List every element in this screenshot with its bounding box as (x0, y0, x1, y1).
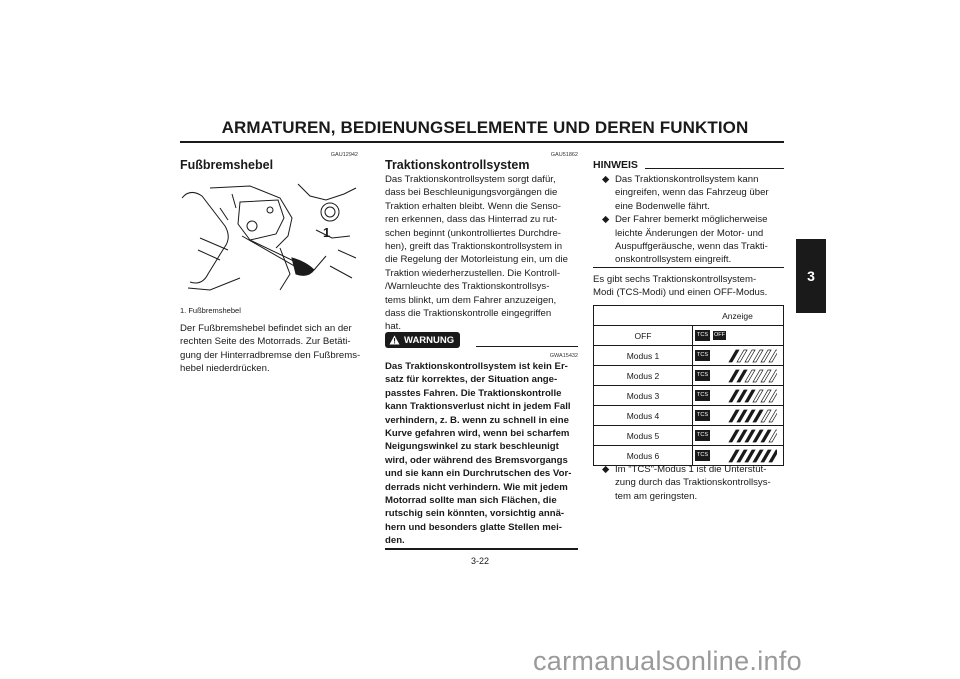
mode-indicator (693, 406, 784, 426)
tcs-indicator-icon: TCS (695, 450, 710, 461)
level-bar-filled (729, 350, 739, 362)
header-rule (180, 141, 784, 143)
level-bar-empty (761, 350, 771, 362)
level-bar-filled (745, 450, 755, 462)
level-bar-filled (761, 450, 771, 462)
table-row (594, 406, 784, 426)
tcs-level-bars (727, 409, 777, 423)
level-bar-filled (753, 430, 763, 442)
page-number: 3-22 (470, 556, 489, 566)
tcs-indicator-icon: TCS (695, 350, 710, 361)
mode-indicator (693, 326, 784, 346)
mode-label: Modus 1 (594, 346, 693, 366)
warning-triangle-icon (389, 335, 400, 345)
tcs-indicator-icon: TCS (695, 370, 710, 381)
hinweis-item: ◆ Der Fahrer bemerkt möglicherweise leichte Änderungen der Motor- und Auspuffgeräusche, wenn das Trakti- onskontrollsystem eingreift. (602, 214, 768, 266)
off-indicator-icon: OFF (714, 332, 725, 338)
section-code: GAU12942 (330, 152, 358, 158)
table-row (594, 426, 784, 446)
level-bar-empty (753, 370, 763, 382)
level-bar-filled (737, 390, 747, 402)
level-bar-filled (753, 410, 763, 422)
level-bar-filled (729, 390, 739, 402)
tcs-level-bars (727, 429, 777, 443)
tcs-modes-table (593, 305, 784, 466)
warning-badge (385, 332, 460, 348)
tcs-level-bars (727, 449, 777, 463)
table-header-anzeige: Anzeige (693, 306, 784, 326)
fussbremshebel-text: Der Fußbremshebel befindet sich an der rechten Seite des Motorrads. Zur Betäti- gung der Hinterradbremse den Fußbrems- hebel niederdrücken. (180, 323, 361, 375)
chapter-tab: 3 (796, 239, 826, 313)
mode-label: OFF (594, 326, 693, 346)
tcs-indicator-icon: TCS (695, 410, 710, 421)
mode-indicator (693, 426, 784, 446)
level-bar-filled (761, 430, 771, 442)
level-bar-filled (745, 430, 755, 442)
warning-bottom-rule (385, 548, 578, 550)
level-bar-filled (737, 450, 747, 462)
warning-top-rule (476, 346, 578, 347)
level-bar-filled (737, 370, 747, 382)
level-bar-filled (729, 450, 739, 462)
table-row (594, 326, 784, 346)
mode-label: Modus 6 (594, 446, 693, 466)
level-bar-empty (745, 350, 755, 362)
level-bar-filled (729, 410, 739, 422)
hinweis-label: HINWEIS (593, 159, 638, 171)
hinweis-item: ◆ Das Traktionskontrollsystem kann eingreifen, wenn das Fahrzeug über eine Bodenwelle fährt. (602, 174, 769, 212)
tcs-level-bars (727, 349, 777, 363)
tcs-level-bars (727, 389, 777, 403)
level-bar-empty (761, 370, 771, 382)
warning-code: GWA15432 (549, 353, 578, 359)
bullet-diamond-icon: ◆ (602, 214, 610, 226)
level-bar-filled (729, 370, 739, 382)
mode-indicator (693, 366, 784, 386)
traktion-text: Das Traktionskontrollsystem sorgt dafür, dass bei Beschleunigungsvorgängen die Traktion erhalten bleibt. Wenn die Senso- ren erkennen, dass das Hinterrad zu rut- schen beginnt (unkontrolliertes Durchdre- hen), greift das Traktionskontrollsystem in die Regelung der Motorleistung ein, um die Traktion wiederherzustellen. Die Kontroll- /Warnleuchte des Traktionskontrollsys- tems blinkt, um dem Fahrer anzuzeigen, dass die Traktionskontrolle eingegriffen hat. (385, 174, 568, 333)
tcs-indicator-icon: TCS (695, 390, 710, 401)
mode-label: Modus 4 (594, 406, 693, 426)
level-bar-empty (753, 350, 763, 362)
hinweis-list (593, 173, 793, 267)
list-item: ◆ Im “TCS”-Modus 1 ist die Unterstüt- zung durch das Traktionskontrollsys- tem am geringsten. (602, 464, 771, 502)
level-bar-filled (753, 450, 763, 462)
brake-pedal-figure (180, 178, 360, 296)
mode-label: Modus 3 (594, 386, 693, 406)
mode-label: Modus 2 (594, 366, 693, 386)
level-bar-filled (745, 410, 755, 422)
modes-intro: Es gibt sechs Traktionskontrollsystem- Modi (TCS-Modi) und einen OFF-Modus. (593, 274, 768, 299)
level-bar-empty (761, 410, 771, 422)
section-code: GAU51862 (550, 152, 578, 158)
mode-label: Modus 5 (594, 426, 693, 446)
level-bar-empty (745, 370, 755, 382)
warning-label: WARNUNG (404, 334, 455, 346)
section-heading-traktionskontrollsystem: Traktionskontrollsystem (385, 158, 530, 172)
mode-indicator (693, 386, 784, 406)
table-row (594, 366, 784, 386)
final-note (593, 463, 793, 503)
section-heading-fussbremshebel: Fußbremshebel (180, 158, 274, 172)
level-bar-filled (737, 410, 747, 422)
bullet-diamond-icon: ◆ (602, 464, 610, 475)
level-bar-filled (737, 430, 747, 442)
page-header-title: ARMATUREN, BEDIENUNGSELEMENTE UND DEREN FUNKTION (221, 118, 749, 137)
warning-text: Das Traktionskontrollsystem ist kein Er- satz für korrektes, der Situation ange- passtes Fahren. Die Traktionskontrolle kann Traktionsverlust nicht in jedem Fall verhindern, z. B. wenn zu schnell in eine Kurve gefahren wird, wenn bei scharfem Neigungswinkel zu stark beschleunigt wird, oder während des Bremsvorgangs und sie kann ein Durchrutschen des Vor- derrads nicht verhindern. Wie mit jedem Motorrad sollte man sich Flächen, die rutschig sein könnten, vorsichtig annä- hern und besonders glatte Stellen mei- den. (385, 361, 572, 547)
figure-caption: 1. Fußbremshebel (180, 306, 241, 315)
figure-callout-1: 1 (323, 225, 331, 240)
level-bar-filled (729, 430, 739, 442)
watermark: carmanualsonline.info (533, 646, 802, 676)
bullet-diamond-icon: ◆ (602, 174, 610, 185)
level-bar-empty (737, 350, 747, 362)
level-bar-empty (753, 390, 763, 402)
hinweis-bottom-rule (593, 267, 784, 268)
hinweis-top-rule (645, 168, 784, 169)
brake-pedal-illustration (180, 178, 360, 296)
level-bar-empty (761, 390, 771, 402)
table-row (594, 386, 784, 406)
tcs-level-bars (727, 369, 777, 383)
table-header-row (594, 306, 784, 326)
level-bar-filled (745, 390, 755, 402)
table-row (594, 346, 784, 366)
mode-indicator (693, 346, 784, 366)
tcs-indicator-icon: TCS (695, 330, 710, 341)
tcs-indicator-icon: TCS (695, 430, 710, 441)
